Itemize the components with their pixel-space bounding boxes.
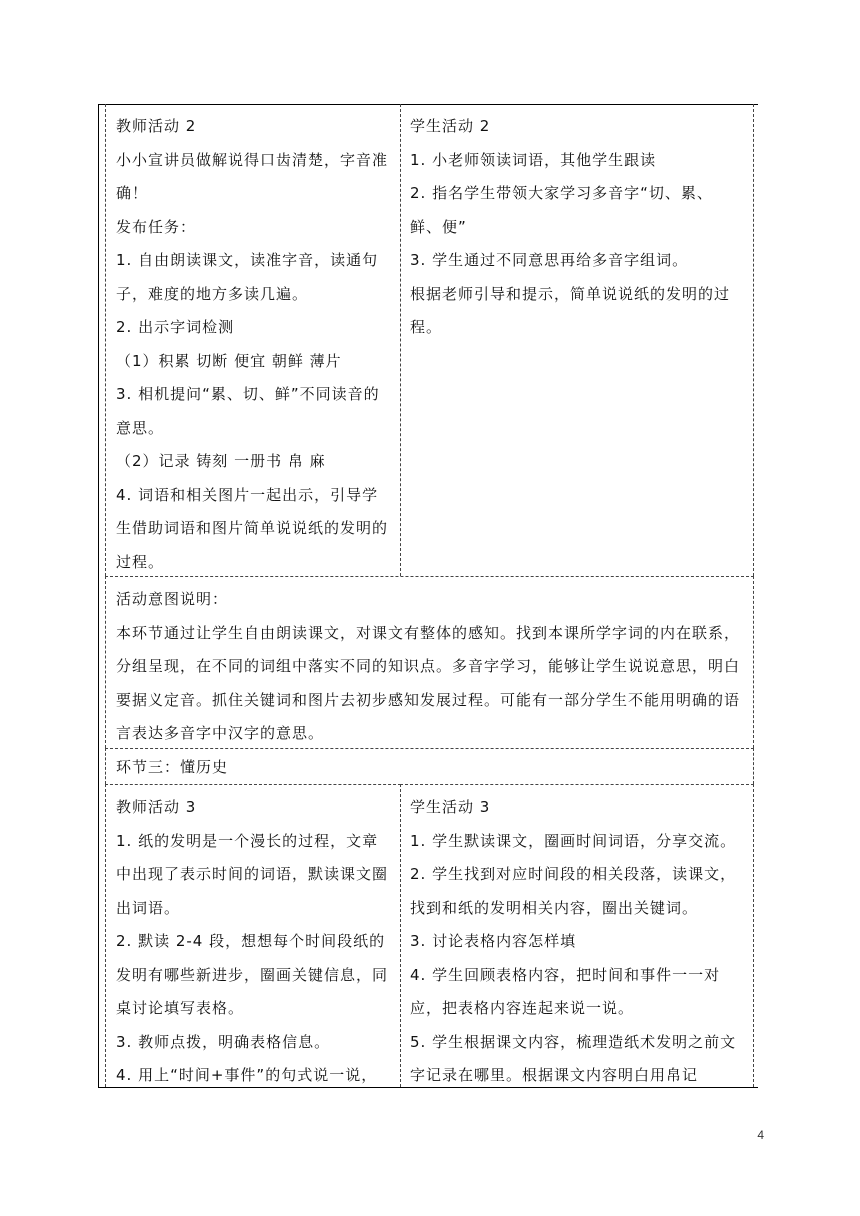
teacher-activity-3-line: 4. 用上“时间+事件”的句式说一说， <box>116 1066 378 1084</box>
teacher-activity-3-cell <box>105 784 401 1087</box>
student-activity-2-line: 2. 指名学生带领大家学习多音字“切、累、鲜、便” <box>410 184 713 236</box>
teacher-activity-2-line: 4. 词语和相关图片一起出示，引导学生借助词语和图片简单说说纸的发明的过程。 <box>116 485 389 571</box>
teacher-activity-3-line: 1. 纸的发明是一个漫长的过程，文章中出现了表示时间的词语，默读课文圈出词语。 <box>116 831 389 917</box>
teacher-activity-2-line: （1）积累 切断 便宜 朝鲜 薄片 <box>116 351 342 370</box>
student-activity-3-line: 5. 学生根据课文内容，梳理造纸术发明之前文字记录在哪里。根据课文内容明白用帛记 <box>410 1032 737 1084</box>
student-activity-3-line: 3. 讨论表格内容怎样填 <box>410 932 577 950</box>
student-activity-2-line: 1. 小老师领读词语，其他学生跟读 <box>410 150 657 169</box>
teacher-activity-2-line: 小小宣讲员做解说得口齿清楚，字音准确！ <box>116 150 389 202</box>
teacher-activity-2-heading: 教师活动 2 <box>116 117 197 135</box>
teacher-activity-3-heading: 教师活动 3 <box>116 798 197 816</box>
page-number: 4 <box>757 1128 764 1142</box>
student-activity-3-line: 4. 学生回顾表格内容，把时间和事件一一对应，把表格内容连起来说一说。 <box>410 965 721 1017</box>
teacher-activity-2-line: 3. 相机提问“累、切、鲜”不同读音的意思。 <box>116 385 380 437</box>
teacher-activity-2-line: 1. 自由朗读课文，读准字音，读通句子，难度的地方多读几遍。 <box>116 251 379 303</box>
section-3-title-cell <box>105 748 754 784</box>
activity-intent-body: 本环节通过让学生自由朗读课文，对课文有整体的感知。找到本课所学字词的内在联系，分组呈现，在不同的词组中落实不同的知识点。多音字学习，能够让学生说说意思，明白要据义定音。抓住关键词和图片去初步感知发展过程。可能有一部分学生不能用明确的语言表达多音字中汉字的意思。 <box>116 623 741 742</box>
table-bottom-border <box>98 1087 758 1088</box>
student-activity-3-line: 2. 学生找到对应时间段的相关段落，读课文，找到和纸的发明相关内容，圈出关键词。 <box>410 865 737 917</box>
table-left-border <box>98 104 99 1088</box>
student-activity-3-cell <box>400 784 754 1087</box>
teacher-activity-3-line: 2. 默读 2-4 段，想想每个时间段纸的发明有哪些新进步，圈画关键信息，同桌讨论填写表格。 <box>116 932 389 1017</box>
activity-intent-cell <box>105 576 754 748</box>
student-activity-2-line: 3. 学生通过不同意思再给多音字组词。 <box>410 251 689 269</box>
student-activity-2-heading: 学生活动 2 <box>410 117 491 135</box>
section-3-title: 环节三：懂历史 <box>116 758 229 776</box>
student-activity-3-heading: 学生活动 3 <box>410 798 491 816</box>
student-activity-2-cell <box>400 104 754 576</box>
teacher-activity-3-line: 3. 教师点拨，明确表格信息。 <box>116 1032 331 1051</box>
teacher-activity-2-line: 发布任务： <box>116 217 197 236</box>
teacher-activity-2-cell <box>105 104 401 576</box>
activity-intent-title: 活动意图说明： <box>116 590 229 608</box>
student-activity-3-line: 1. 学生默读课文，圈画时间词语，分享交流。 <box>410 831 737 850</box>
student-activity-2-line: 根据老师引导和提示，简单说说纸的发明的过程。 <box>410 284 731 336</box>
teacher-activity-2-line: （2）记录 铸刻 一册书 帛 麻 <box>116 452 326 470</box>
teacher-activity-2-line: 2. 出示字词检测 <box>116 318 235 336</box>
